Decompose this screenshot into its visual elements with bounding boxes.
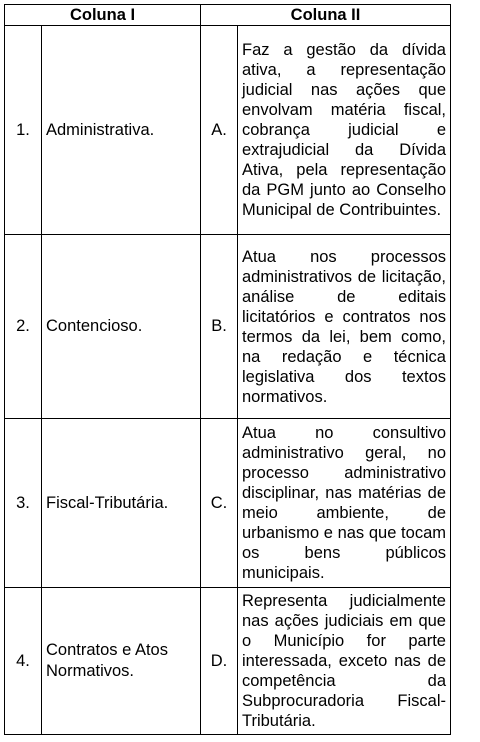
item-number: 4.	[5, 588, 42, 735]
item-name: Contencioso.	[42, 235, 201, 419]
table-row	[5, 235, 451, 419]
column-ii-header: Coluna II	[201, 5, 451, 26]
header-row	[5, 5, 451, 26]
item-description: Representa judicialmente nas ações judiciais em que o Município for parte interessada, exceto nas de competência da Subprocuradoria Fiscal-Tributária.	[238, 588, 451, 735]
item-letter: B.	[201, 235, 238, 419]
item-number: 3.	[5, 419, 42, 588]
item-description: Faz a gestão da dívida ativa, a representação judicial nas ações que envolvam matéria fiscal, cobrança judicial e extrajudicial da Dívida Ativa, pela representação da PGM junto ao Conselho Municipal de Contribuintes.	[238, 26, 451, 235]
item-name: Contratos e Atos Normativos.	[42, 588, 201, 735]
item-name: Fiscal-Tributária.	[42, 419, 201, 588]
item-description: Atua nos processos administrativos de licitação, análise de editais licitatórios e contratos nos termos da lei, bem como, na redação e técnica legislativa dos textos normativos.	[238, 235, 451, 419]
matching-table	[4, 4, 451, 735]
table-row	[5, 419, 451, 588]
item-letter: D.	[201, 588, 238, 735]
item-name: Administrativa.	[42, 26, 201, 235]
table-row	[5, 26, 451, 235]
table-row	[5, 588, 451, 735]
item-description: Atua no consultivo administrativo geral, no processo administrativo disciplinar, nas matérias de meio ambiente, de urbanismo e nas que tocam os bens públicos municipais.	[238, 419, 451, 588]
column-i-header: Coluna I	[5, 5, 201, 26]
item-number: 1.	[5, 26, 42, 235]
item-letter: A.	[201, 26, 238, 235]
item-letter: C.	[201, 419, 238, 588]
item-number: 2.	[5, 235, 42, 419]
